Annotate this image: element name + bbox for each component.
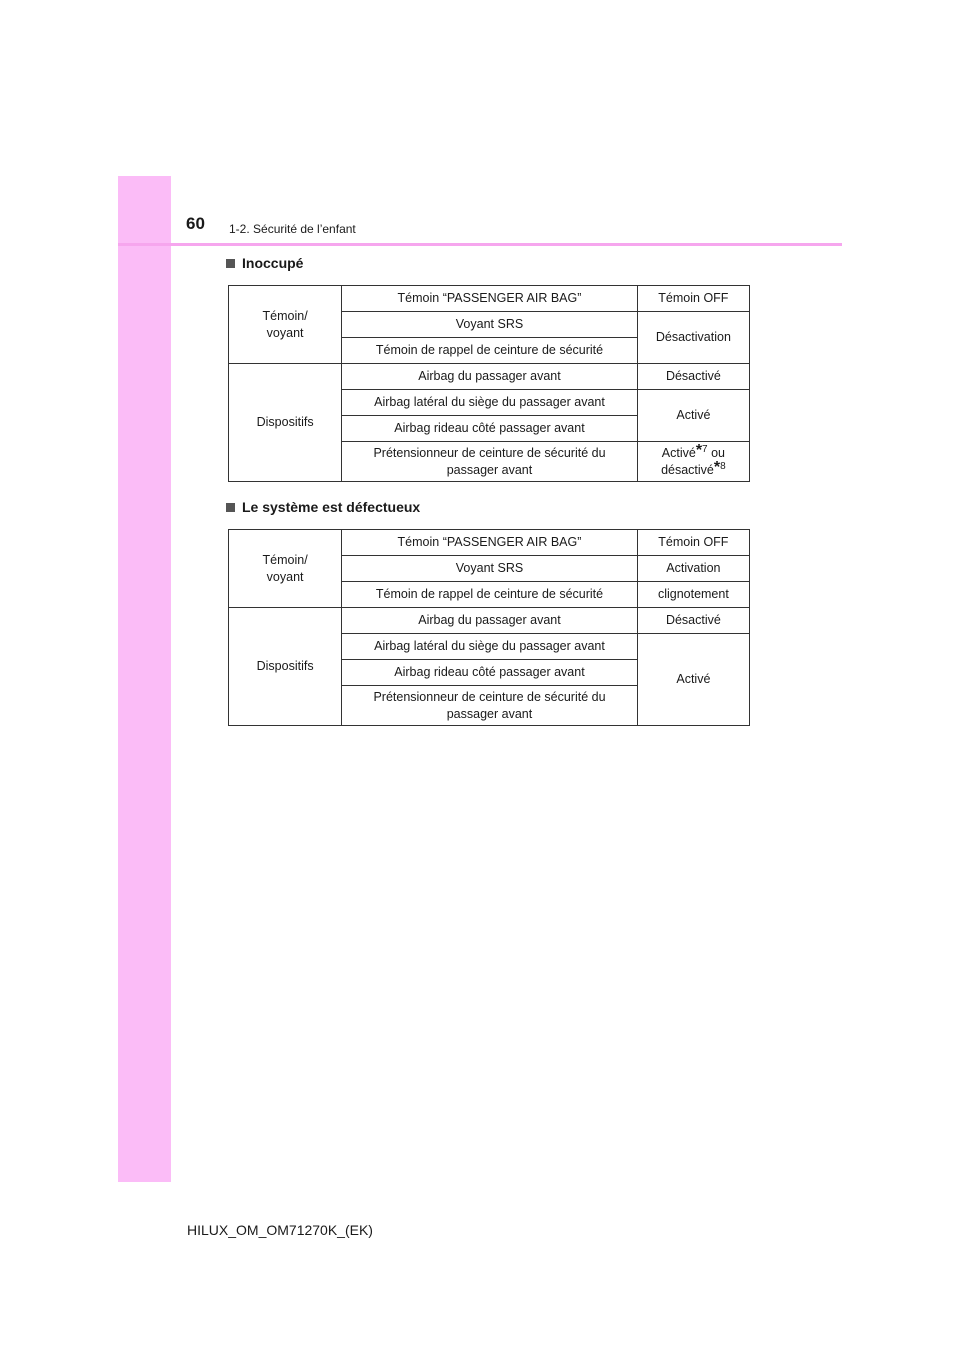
table-cell: Voyant SRS [342, 312, 638, 338]
table-cell: clignotement [637, 582, 749, 608]
table-cell: Témoin de rappel de ceinture de sécurité [342, 338, 638, 364]
row-header-temoin: Témoin/ voyant [229, 286, 342, 364]
table-cell: Airbag du passager avant [342, 608, 638, 634]
value-active: Activé [661, 445, 696, 460]
table-cell: Témoin OFF [637, 286, 749, 312]
table-cell: Airbag latéral du siège du passager avant [342, 634, 638, 660]
table-cell: Désactivé [637, 608, 749, 634]
bullet-square-icon [226, 259, 235, 268]
footer-code: HILUX_OM_OM71270K_(EK) [187, 1222, 373, 1238]
table-cell: Désactivé [637, 364, 749, 390]
row-header-temoin: Témoin/ voyant [229, 530, 342, 608]
table-cell: Activé [637, 390, 749, 442]
subheading-defectueux [226, 499, 420, 515]
asterisk-note: * [713, 458, 721, 476]
row-header-dispositifs: Dispositifs [229, 364, 342, 482]
section-title: 1-2. Sécurité de l’enfant [229, 222, 356, 236]
table-cell: Témoin de rappel de ceinture de sécurité [342, 582, 638, 608]
table-cell: Témoin “PASSENGER AIR BAG” [342, 286, 638, 312]
table-cell-notes [637, 442, 749, 482]
row-header-dispositifs: Dispositifs [229, 608, 342, 726]
table-cell: Désactivation [637, 312, 749, 364]
table-cell: Airbag rideau côté passager avant [342, 416, 638, 442]
bullet-square-icon [226, 503, 235, 512]
page-number: 60 [186, 214, 205, 233]
value-inactive: désactivé [661, 462, 714, 477]
asterisk-note: * [695, 441, 703, 459]
table-inoccupe [228, 285, 750, 482]
sidebar-tab [118, 176, 171, 1182]
table-cell: Prétensionneur de ceinture de sécurité du passager avant [342, 442, 638, 482]
table-cell: Prétensionneur de ceinture de sécurité du passager avant [342, 686, 638, 726]
table-cell: Airbag du passager avant [342, 364, 638, 390]
subheading-text: Le système est défectueux [242, 499, 421, 515]
table-cell: Airbag latéral du siège du passager avant [342, 390, 638, 416]
footnote-ref: 7 [702, 443, 708, 455]
table-cell: Témoin “PASSENGER AIR BAG” [342, 530, 638, 556]
table-cell: Témoin OFF [637, 530, 749, 556]
table-cell: Airbag rideau côté passager avant [342, 660, 638, 686]
header-rule [118, 243, 842, 246]
table-cell: Activé [637, 634, 749, 726]
value-conjunction: ou [707, 445, 725, 460]
table-cell: Activation [637, 556, 749, 582]
table-defectueux [228, 529, 750, 726]
subheading-text: Inoccupé [242, 255, 304, 271]
subheading-inoccupe [226, 255, 303, 271]
table-row [229, 364, 750, 390]
table-row [229, 608, 750, 634]
table-cell: Voyant SRS [342, 556, 638, 582]
footnote-ref: 8 [720, 460, 726, 472]
table-row [229, 530, 750, 556]
table-row [229, 286, 750, 312]
